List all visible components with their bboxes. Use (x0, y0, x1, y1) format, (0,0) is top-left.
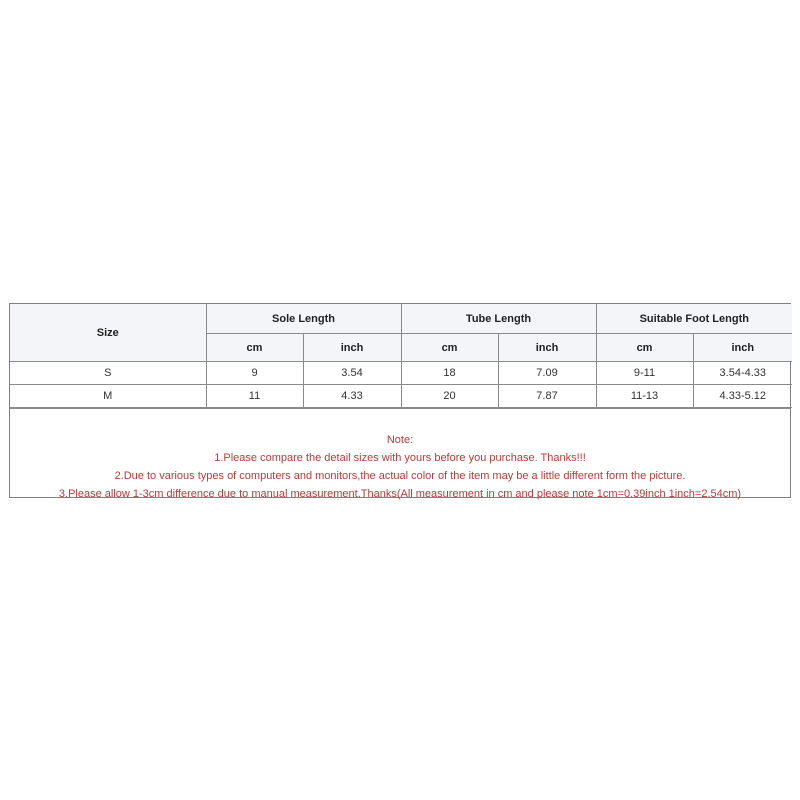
note-line: 2.Due to various types of computers and monitors,the actual color of the item may be a little different form the picture. (114, 470, 686, 482)
size-cell: S (10, 362, 206, 385)
note-title: Note: (386, 434, 414, 446)
tube-length-header: Tube Length (401, 304, 596, 334)
unit-header-cm: cm (596, 334, 693, 362)
table-cell: 4.33 (303, 385, 401, 408)
unit-header-inch: inch (498, 334, 596, 362)
unit-header-inch: inch (693, 334, 792, 362)
table-cell: 3.54-4.33 (693, 362, 792, 385)
size-cell: M (10, 385, 206, 408)
table-cell: 9-11 (596, 362, 693, 385)
table-cell: 11-13 (596, 385, 693, 408)
table-cell: 20 (401, 385, 498, 408)
note-line: 3.Please allow 1-3cm difference due to manual measurement.Thanks(All measurement in cm and please note 1cm=0.39inch 1inch=2.54cm) (58, 488, 742, 500)
note-line: 1.Please compare the detail sizes with yours before you purchase. Thanks!!! (214, 452, 586, 464)
header-row-groups (10, 304, 792, 334)
table-cell: 18 (401, 362, 498, 385)
size-header: Size (10, 304, 206, 362)
table-cell: 7.09 (498, 362, 596, 385)
table-cell: 4.33-5.12 (693, 385, 792, 408)
unit-header-inch: inch (303, 334, 401, 362)
notes-section (10, 408, 790, 500)
table-row (10, 362, 792, 385)
unit-header-cm: cm (401, 334, 498, 362)
table-row (10, 385, 792, 408)
table-cell: 9 (206, 362, 303, 385)
sole-length-header: Sole Length (206, 304, 401, 334)
table-cell: 3.54 (303, 362, 401, 385)
size-chart (9, 303, 791, 498)
unit-header-cm: cm (206, 334, 303, 362)
size-table (10, 304, 792, 408)
table-cell: 7.87 (498, 385, 596, 408)
table-cell: 11 (206, 385, 303, 408)
suitable-foot-length-header: Suitable Foot Length (596, 304, 792, 334)
